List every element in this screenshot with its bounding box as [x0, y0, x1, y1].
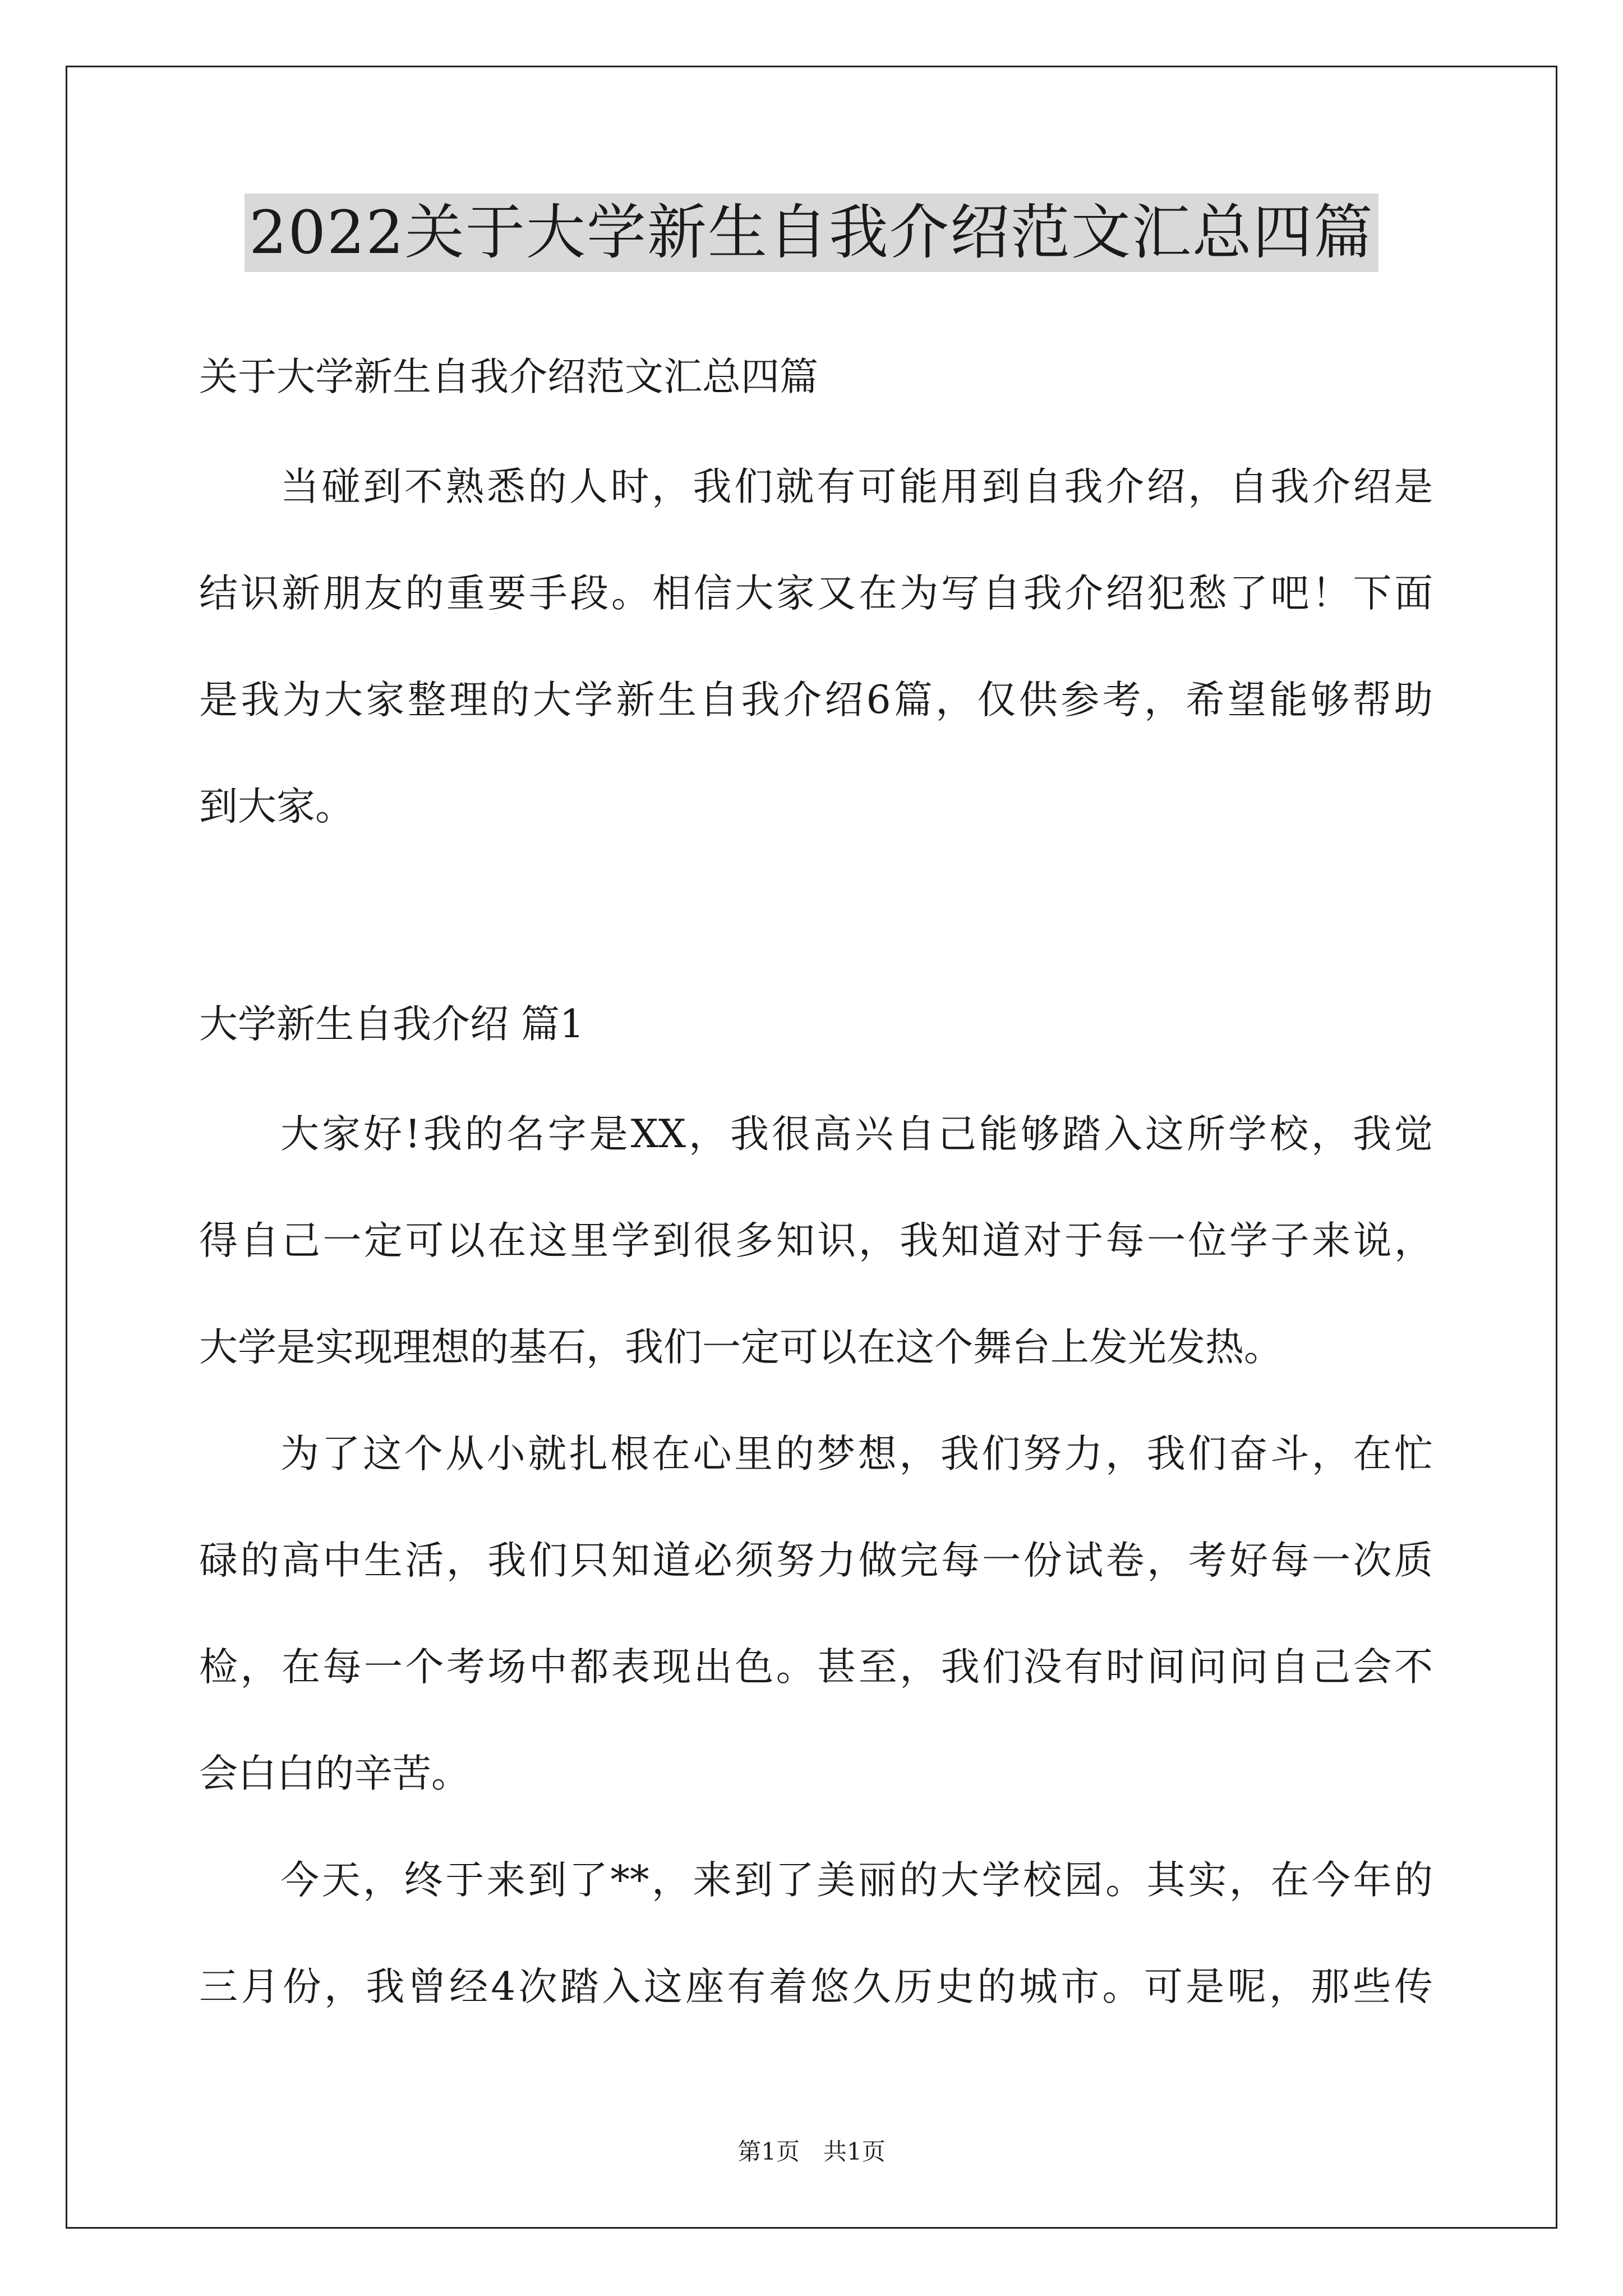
document-subtitle: 关于大学新生自我介绍范文汇总四篇: [199, 355, 818, 399]
title-block: [0, 194, 1623, 272]
para2-line-3: 检，在每一个考场中都表现出色。甚至，我们没有时间问问自己会不: [199, 1645, 1433, 1690]
document-title: 2022关于大学新生自我介绍范文汇总四篇: [245, 194, 1378, 272]
para1-line-1: 大家好!我的名字是XX，我很高兴自己能够踏入这所学校，我觉: [280, 1112, 1433, 1157]
para2-line-4: 会白白的辛苦。: [199, 1751, 470, 1796]
intro-line-3: 是我为大家整理的大学新生自我介绍6篇，仅供参考，希望能够帮助: [199, 678, 1433, 723]
para3-line-2: 三月份，我曾经4次踏入这座有着悠久历史的城市。可是呢，那些传: [199, 1964, 1433, 2009]
para1-line-3: 大学是实现理想的基石，我们一定可以在这个舞台上发光发热。: [199, 1325, 1283, 1370]
page-footer: 第1页 共1页: [737, 2138, 886, 2165]
para1-line-2: 得自己一定可以在这里学到很多知识，我知道对于每一位学子来说，: [199, 1218, 1433, 1263]
intro-line-4: 到大家。: [199, 784, 354, 829]
para2-line-1: 为了这个从小就扎根在心里的梦想，我们努力，我们奋斗，在忙: [280, 1432, 1433, 1476]
section-heading: 大学新生自我介绍 篇1: [199, 1002, 584, 1047]
para3-line-1: 今天，终于来到了**，来到了美丽的大学校园。其实，在今年的: [280, 1858, 1433, 1903]
intro-line-2: 结识新朋友的重要手段。相信大家又在为写自我介绍犯愁了吧！下面: [199, 571, 1433, 616]
intro-line-1: 当碰到不熟悉的人时，我们就有可能用到自我介绍，自我介绍是: [280, 464, 1433, 509]
para2-line-2: 碌的高中生活，我们只知道必须努力做完每一份试卷，考好每一次质: [199, 1538, 1433, 1583]
